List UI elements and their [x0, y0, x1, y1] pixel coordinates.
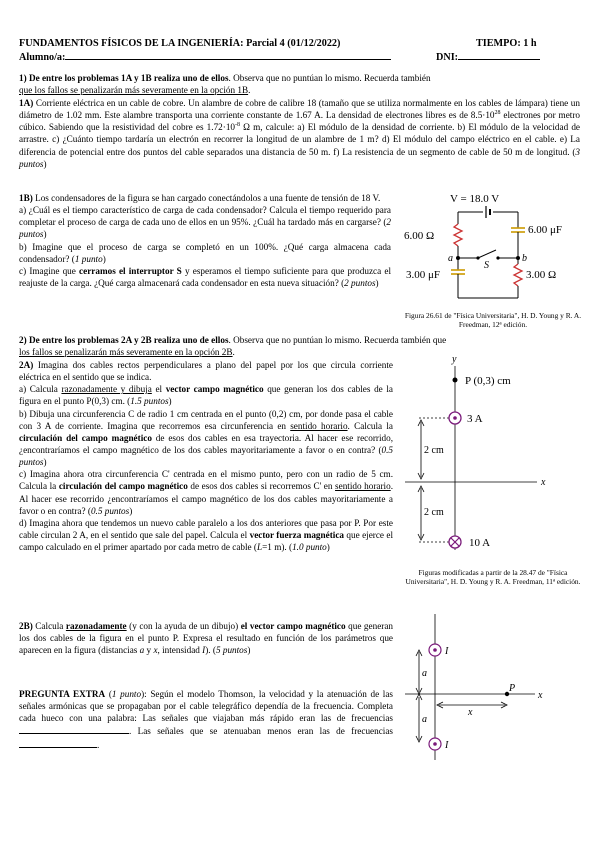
- wire-10a-label: 10 A: [469, 537, 491, 549]
- figure-2b-wires: [405, 612, 585, 764]
- distance-a-bottom-label: a: [422, 714, 427, 725]
- point-p-label-2b: P: [509, 683, 516, 694]
- figure-1b-caption: Figura 26.61 de "Física Universitaria", H. D. Young y R. A. Freedman, 12ª edición.: [404, 311, 582, 330]
- extra-question: PREGUNTA EXTRA (1 punto): Según el modelo Thomson, la velocidad y la atenuación de las señales armónicas que se propagaban por el cable telegráfico dependía de la frecuencia. Completa cada hueco con una palabra: Las señales que viajaban más rápido eran las de frecuencias . Las señales que se atenuaban menos eran las de frecuencias .: [19, 689, 393, 750]
- figure-2a-wires: [405, 352, 585, 562]
- circuit-diagram: [398, 188, 588, 312]
- node-a-label: a: [448, 253, 453, 264]
- exam-title: FUNDAMENTOS FÍSICOS DE LA INGENIERÍA: Parcial 4 (01/12/2022): [19, 38, 341, 49]
- node-b-label: b: [522, 253, 527, 264]
- student-name-label: Alumno/a:: [19, 50, 391, 64]
- problem-2a: 2A) Imagina dos cables rectos perpendiculares a plano del papel por los que circula corriente eléctrica en el sentido que se indica. a) Calcula razonadamente y dibuja el vector campo magnético que generan los dos cables de la figura en el punto P(0,3) cm. (1.5 puntos) b) Dibuja una circunferencia C de radio 1 cm centrada en el punto (0,2) cm, por donde pasa el cable con 3 A de corriente. Imagina que recorremos esa circunferencia en sentido horario. Calcula la circulación del campo magnético de esos dos cables en esa trayectoria. Al hacer ese recorrido, ¿encontraríamos el campo magnético de los dos cables mayoritariamente a favor o en contra? (0.5 puntos) c) Imagina ahora otra circunferencia C' centrada en el mismo punto, pero con un radio de 5 cm. Calcula la circulación del campo magnético de esos dos cables si recorremos C' en sentido horario. Al hacer ese recorrido ¿encontraríamos el campo magnético de los dos cables mayoritariamente a favor o en contra? (0.5 puntos) d) Imagina ahora que tendemos un nuevo cable paralelo a los dos anteriores que pasa por P. Por este cable circulan 2 A, en el sentido que sale del papel. Calcula el vector fuerza magnética que ejerce el campo calculado en el primer apartado por cada metro de cable (L=1 m). (1.0 punto): [19, 360, 394, 553]
- section2-intro: 2) De entre los problemas 2A y 2B realiza uno de ellos. Observa que no puntúan lo mismo. Recuerda también que los fallos se penalizarán más severamente en la opción 2B.: [19, 335, 447, 358]
- distance-a-top-label: a: [422, 668, 427, 679]
- exam-time: TIEMPO: 1 h: [476, 38, 537, 49]
- circuit-label-bottom-right: 3.00 Ω: [526, 269, 557, 281]
- wire-bottom-current-label: I: [445, 740, 449, 751]
- circuit-label-right: 6.00 μF: [528, 224, 563, 236]
- student-name-field[interactable]: [65, 50, 391, 60]
- point-p-label: P (0,3) cm: [465, 375, 511, 387]
- axis-x-label: x: [541, 477, 546, 488]
- extra-blank-2[interactable]: [19, 738, 97, 748]
- circuit-label-bottom-left: 3.00 μF: [406, 269, 441, 281]
- circuit-voltage-label: V = 18.0 V: [450, 193, 500, 205]
- circuit-label-left: 6.00 Ω: [404, 230, 435, 242]
- distance-x-label: x: [468, 707, 473, 718]
- switch-label: S: [484, 260, 489, 271]
- wire-top-current-label: I: [445, 646, 449, 657]
- axis-x-label-2b: x: [538, 690, 543, 701]
- distance-bottom-label: 2 cm: [424, 507, 444, 518]
- dni-field[interactable]: [458, 50, 540, 60]
- dni-label: DNI:: [436, 50, 540, 64]
- wire-3a-label: 3 A: [467, 413, 483, 425]
- extra-blank-1[interactable]: [19, 724, 129, 734]
- distance-top-label: 2 cm: [424, 445, 444, 456]
- section1-intro: 1) De entre los problemas 1A y 1B realiza uno de ellos. Observa que no puntúan lo mismo. Recuerda también que los fallos se penalizarán más severamente en la opción 1B.: [19, 73, 431, 96]
- axis-y-label: y: [452, 354, 457, 365]
- figure-2a-caption: Figuras modificadas a partir de la 28.47 de "Física Universitaria", H. D. Young y R. A. Freedman, 11ª edición.: [405, 568, 581, 587]
- problem-1a: 1A) Corriente eléctrica en un cable de cobre. Un alambre de cobre de calibre 18 (tamaño que se utiliza normalmente en los cables de lámpara) tiene un diámetro de 1.02 mm. Este alambre transporta una corriente constante de 1.67 A. La densidad de electrones libres es de $8.5\cdot 10^{28}$ electrones por metro cúbico. Sabiendo que la resistividad del cobre es $1.72\cdot 10^{-8}$ Ω m, calcule: a) El módulo de la densidad de corriente. b) El módulo de la velocidad de arrastre. c) ¿Cuánto tiempo tardaría un electrón en recorrer la longitud de un alambre de 1 m? d) El módulo del campo eléctrico en el cable. e) La diferencia de potencial entre dos puntos del cable separados una distancia de 50 m. f) La resistencia de un segmento de cable de 50 m de longitud. (3 puntos): [19, 98, 580, 169]
- problem-2b: 2B) Calcula razonadamente (y con la ayuda de un dibujo) el vector campo magnético que generan los dos cables de la figura en el punto P. Expresa el resultado en función de los parámetros que aparecen en la figura (distancias a y x, intensidad I). (5 puntos): [19, 621, 394, 656]
- problem-1b: 1B) Los condensadores de la figura se han cargado conectándolos a una fuente de tensión de 18 V. a) ¿Cuál es el tiempo característico de carga de cada condensador? Calcula el tiempo requerido para completar el proceso de carga de cada uno de ellos en un 95%. ¿Cuál ha tardado más en cargarse? (2 puntos) b) Imagine que el proceso de carga se completó en un 100%. ¿Qué carga almacena cada condensador? (1 punto) c) Imagine que cerramos el interruptor S y esperamos el tiempo suficiente para que produzca el reajuste de la carga. ¿Qué carga almacenará cada condensador en esta nueva situación? (2 puntos): [19, 193, 391, 288]
